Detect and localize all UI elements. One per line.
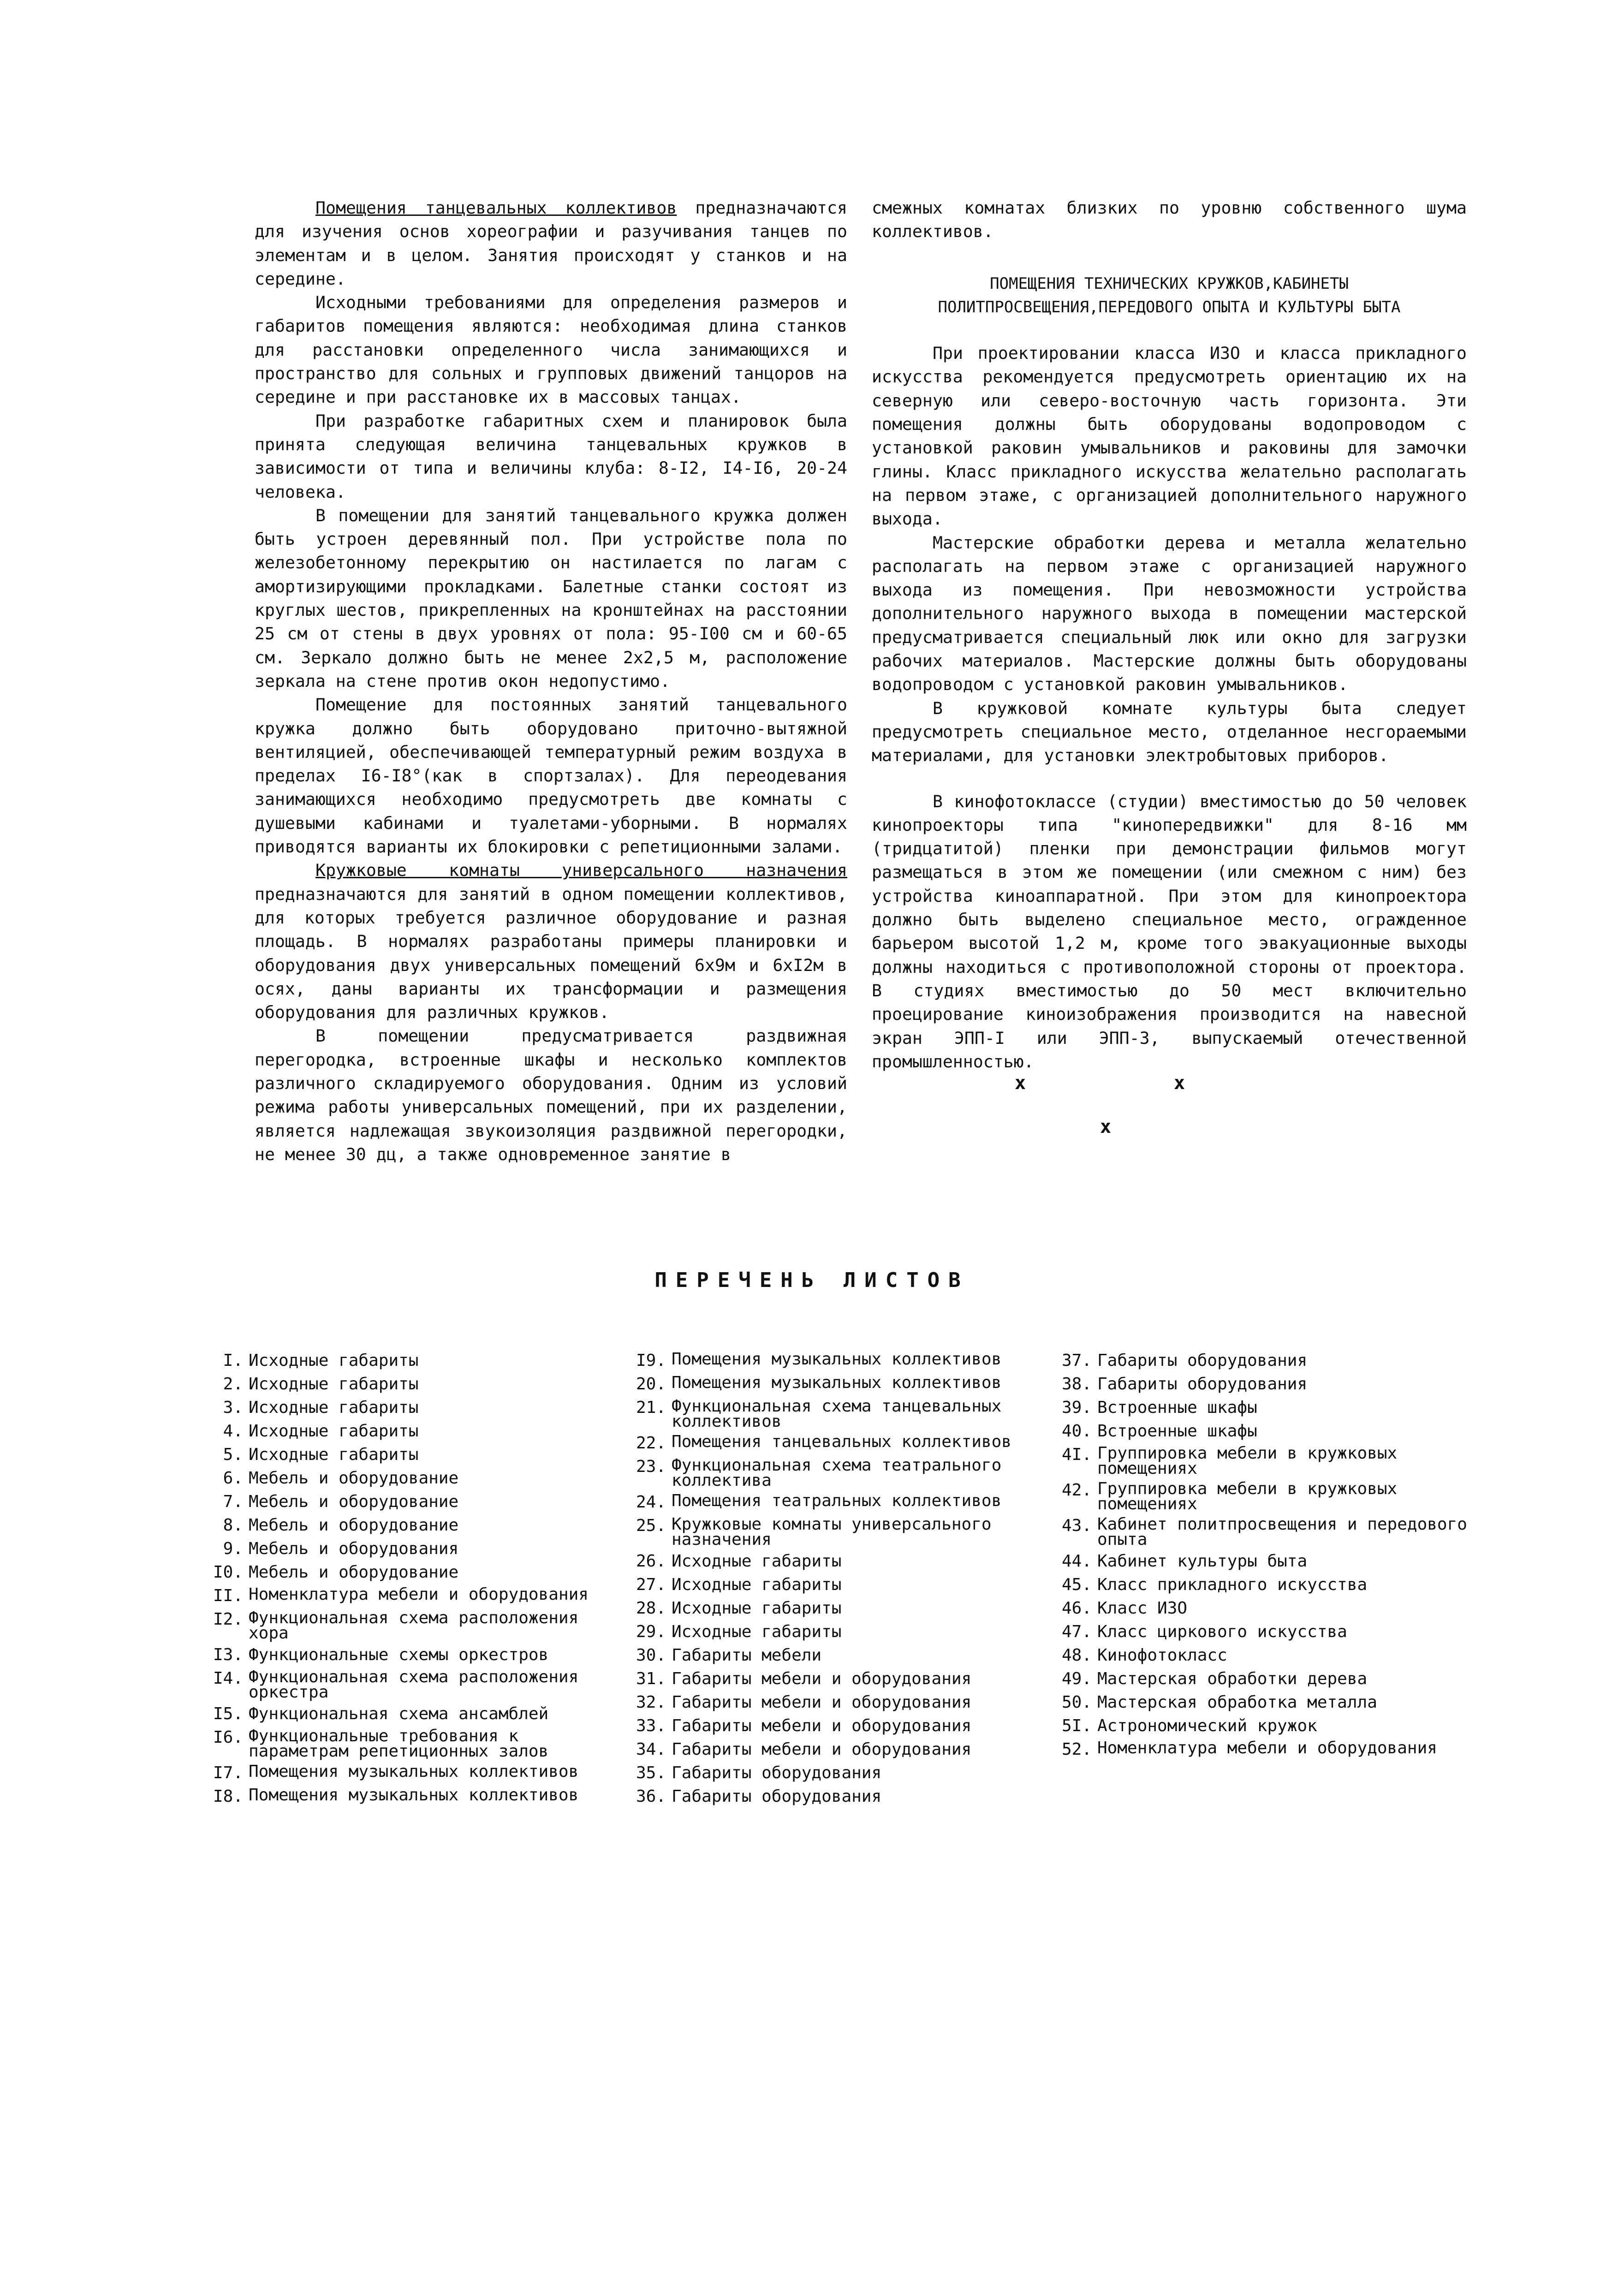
- toc-item-title: Исходные габариты: [249, 1351, 419, 1370]
- toc-item-title: Функциональная схема расположения хора: [249, 1608, 579, 1643]
- toc-item: [628, 1552, 1034, 1571]
- toc-item-number: 48.: [1061, 1646, 1092, 1665]
- toc-item: [628, 1375, 1034, 1394]
- toc-item-number: 50.: [1061, 1693, 1092, 1712]
- paragraph-universal-rooms: Кружковые комнаты универсального назначения предназначаются для занятий в одном помещении коллективов, для которых требуется различное оборудование и разная площадь. В нормалях разработаны примеры планировки и оборудования двух универсальных помещений 6х9м и 6хI2м в осях, даны варианты их трансформации и размещения оборудования для различных кружков.: [255, 860, 847, 1023]
- paragraph: В кружковой комнате культуры быта следует предусмотреть специальное место, отделанное несгораемыми материалами, для установки электробытовых приборов.: [872, 698, 1467, 766]
- toc-item-number: I7.: [213, 1763, 243, 1782]
- toc-item-title: Мебель и оборудование: [249, 1492, 459, 1511]
- toc-item-number: II.: [213, 1586, 243, 1605]
- toc-item-title: Исходные габариты: [249, 1375, 419, 1394]
- toc-item-number: 46.: [1061, 1599, 1092, 1618]
- toc-item-number: 43.: [1061, 1516, 1092, 1535]
- toc-item-title: Класс прикладного искусства: [1097, 1575, 1368, 1594]
- toc-item-number: 47.: [1061, 1622, 1092, 1641]
- toc-item-title: Габариты мебели и оборудования: [672, 1716, 972, 1735]
- toc-item: [628, 1670, 1034, 1688]
- toc-item: [628, 1458, 1034, 1488]
- toc-item-number: 37.: [1061, 1351, 1092, 1370]
- toc-item: [1054, 1352, 1478, 1370]
- toc-item-number: 39.: [1061, 1398, 1092, 1417]
- toc-item-title: Функциональные схемы оркестров: [249, 1645, 549, 1664]
- toc-item: [205, 1705, 620, 1723]
- toc-item-title: Встроенные шкафы: [1097, 1398, 1257, 1417]
- toc-item-number: 42.: [1061, 1481, 1092, 1500]
- toc-item-title: Группировка мебели в кружковых помещениях: [1097, 1444, 1398, 1478]
- toc-item-title: Исходные габариты: [249, 1445, 419, 1464]
- toc-item-title: Габариты оборудования: [1097, 1375, 1308, 1394]
- toc-item: [628, 1717, 1034, 1735]
- toc-item-number: 9.: [223, 1539, 243, 1558]
- toc-item-number: 6.: [223, 1469, 243, 1488]
- left-text-column: [255, 196, 847, 1166]
- toc-item-number: 4.: [223, 1422, 243, 1441]
- toc-item-title: Габариты мебели и оборудования: [672, 1669, 972, 1688]
- toc-item-title: Мебель и оборудования: [249, 1539, 459, 1558]
- toc-item-number: 2.: [223, 1375, 243, 1394]
- toc-item-number: 22.: [636, 1434, 666, 1453]
- toc-item-number: 32.: [636, 1693, 666, 1712]
- toc-item-number: 28.: [636, 1599, 666, 1618]
- toc-item-number: 5.: [223, 1445, 243, 1464]
- underlined-term: Кружковые комнаты универсального назначения: [315, 860, 847, 881]
- toc-item: [205, 1610, 620, 1641]
- toc-item-number: 25.: [636, 1516, 666, 1535]
- underlined-term: Помещения танцевальных коллективов: [315, 198, 677, 218]
- toc-item: [1054, 1552, 1478, 1571]
- toc-item: [1054, 1399, 1478, 1417]
- toc-item-title: Габариты оборудования: [1097, 1351, 1308, 1370]
- toc-item: [205, 1469, 620, 1488]
- toc-item: [1054, 1517, 1478, 1547]
- toc-item: [205, 1764, 620, 1782]
- toc-item-title: Исходные габариты: [672, 1575, 842, 1594]
- toc-item: [628, 1576, 1034, 1594]
- toc-item-title: Мастерская обработка металла: [1097, 1693, 1377, 1712]
- paragraph: В помещении для занятий танцевального кружка должен быть устроен деревянный пол. При устройстве пола по железобетонному перекрытию он настилается по лагам с амортизирующими прокладками. Балетные станки состоят из круглых шестов, прикрепленных на кронштейнах на расстоянии 25 см от стены в двух уровнях от пола: 95-I00 см и 60-65 см. Зеркало должно быть не менее 2х2,5 м, расположение зеркала на стене против окон недопустимо.: [255, 505, 847, 691]
- list-title: ПЕРЕЧЕНЬ ЛИСТОВ: [654, 1269, 970, 1292]
- toc-item: [628, 1599, 1034, 1618]
- toc-item-title: Помещения музыкальных коллективов: [672, 1373, 1002, 1392]
- paragraph: Мастерские обработки дерева и металла желательно располагать на первом этаже с организацией наружного выхода из помещения. При невозможности устройства дополнительного наружного выхода в помещении мастерской предусматривается специальный люк или окно для загрузки рабочих материалов. Мастерские должны быть оборудованы водопроводом с установкой раковин умывальников.: [872, 532, 1467, 695]
- toc-item: [628, 1740, 1034, 1759]
- toc-item: [628, 1434, 1034, 1453]
- toc-item-title: Мебель и оборудование: [249, 1516, 459, 1535]
- toc-item: [1054, 1481, 1478, 1512]
- paragraph: В кинофотоклассе (студии) вместимостью до 50 человек кинопроекторы типа "кинопередвижки" для 8-16 мм (тридцатитой) пленки при демонстрации фильмов могут размещаться в этом же помещении (или смежном с ним) без устройства киноаппаратной. При этом для кинопроектора должно быть выделено специальное место, огражденное барьером высотой 1,2 м, кроме того эвакуационные выходы должны находиться с противоположной стороны от проектора. В студиях вместимостью до 50 мест включительно проецирование киноизображения производится на навесной экран ЭПП-I или ЭПП-3, выпускаемый отечественной промышленностью.: [872, 791, 1467, 1072]
- toc-item: [1054, 1446, 1478, 1476]
- toc-item-title: Помещения музыкальных коллективов: [672, 1350, 1002, 1369]
- toc-column-3: [1054, 1352, 1478, 1764]
- toc-item-number: I8.: [213, 1787, 243, 1806]
- toc-item-number: 3.: [223, 1398, 243, 1417]
- toc-item: [628, 1693, 1034, 1712]
- toc-item: [1054, 1717, 1478, 1735]
- toc-item-title: Мастерская обработки дерева: [1097, 1669, 1368, 1688]
- toc-item: [205, 1540, 620, 1558]
- toc-item: [205, 1646, 620, 1664]
- toc-item: [205, 1446, 620, 1464]
- toc-item: [205, 1728, 620, 1759]
- toc-item-title: Мебель и оборудование: [249, 1469, 459, 1488]
- toc-item: [1054, 1599, 1478, 1618]
- toc-item-title: Астрономический кружок: [1097, 1716, 1317, 1735]
- paragraph: Исходными требованиями для определения размеров и габаритов помещения являются: необходимая длина станков для расстановки определенного числа занимающихся и пространство для сольных и групповых движений танцоров на середине и при расстановке их в массовых танцах.: [255, 292, 847, 407]
- toc-item-title: Функциональная схема расположения оркестра: [249, 1668, 579, 1702]
- toc-item: [1054, 1646, 1478, 1665]
- toc-item-title: Номенклатура мебели и оборудования: [249, 1585, 589, 1604]
- toc-item: [205, 1516, 620, 1535]
- toc-item: [205, 1587, 620, 1605]
- toc-item-number: 20.: [636, 1375, 666, 1394]
- toc-item-number: 33.: [636, 1716, 666, 1735]
- toc-item: [1054, 1693, 1478, 1712]
- toc-item-number: 8.: [223, 1516, 243, 1535]
- toc-item-number: 31.: [636, 1669, 666, 1688]
- toc-item: [205, 1375, 620, 1394]
- toc-item-number: I9.: [636, 1351, 666, 1370]
- toc-item-title: Габариты мебели и оборудования: [672, 1693, 972, 1712]
- toc-item-title: Класс циркового искусства: [1097, 1622, 1347, 1641]
- separator-mark: x: [1100, 1116, 1112, 1138]
- toc-item-number: 24.: [636, 1493, 666, 1512]
- toc-item-number: 30.: [636, 1646, 666, 1665]
- toc-item: [628, 1623, 1034, 1641]
- toc-item-title: Класс ИЗО: [1097, 1599, 1188, 1618]
- toc-column-2: [628, 1352, 1034, 1811]
- toc-item-title: Кабинет культуры быта: [1097, 1552, 1308, 1571]
- toc-item-number: 35.: [636, 1763, 666, 1782]
- separator-mark: x: [1174, 1072, 1185, 1094]
- toc-item: [628, 1493, 1034, 1512]
- toc-item-title: Группировка мебели в кружковых помещениях: [1097, 1479, 1398, 1513]
- paragraph: При проектировании класса ИЗО и класса прикладного искусства рекомендуется предусмотреть ориентацию их на северную или северо-восточную часть горизонта. Эти помещения должны быть оборудованы водопроводом с установкой раковин умывальников и раковины для замочки глины. Класс прикладного искусства желательно располагать на первом этаже, с организацией дополнительного наружного выхода.: [872, 343, 1467, 529]
- toc-item-title: Функциональные требования к параметрам репетиционных залов: [249, 1727, 549, 1761]
- toc-item-number: 49.: [1061, 1669, 1092, 1688]
- paragraph: При разработке габаритных схем и планировок была принята следующая величина танцевальных кружков в зависимости от типа и величины клуба: 8-I2, I4-I6, 20-24 человека.: [255, 411, 847, 502]
- toc-item-number: 29.: [636, 1622, 666, 1641]
- toc-item-number: 7.: [223, 1492, 243, 1511]
- paragraph-continuation: смежных комнатах близких по уровню собственного шума коллективов.: [872, 198, 1467, 242]
- toc-item-title: Исходные габариты: [249, 1398, 419, 1417]
- toc-item: [205, 1563, 620, 1582]
- toc-item: [1054, 1740, 1478, 1759]
- toc-item-title: Исходные габариты: [249, 1422, 419, 1441]
- toc-item-number: I.: [223, 1351, 243, 1370]
- heading-line: ПОМЕЩЕНИЯ ТЕХНИЧЕСКИХ КРУЖКОВ,КАБИНЕТЫ: [990, 274, 1349, 293]
- toc-item-title: Габариты оборудования: [672, 1787, 882, 1806]
- separator-mark: x: [1015, 1072, 1026, 1094]
- toc-item-number: 44.: [1061, 1552, 1092, 1571]
- toc-item-title: Кабинет политпросвещения и передового опыта: [1097, 1515, 1467, 1549]
- toc-item: [1054, 1375, 1478, 1394]
- toc-item-number: 36.: [636, 1787, 666, 1806]
- toc-item-title: Исходные габариты: [672, 1552, 842, 1571]
- toc-item-number: 34.: [636, 1740, 666, 1759]
- toc-item: [1054, 1623, 1478, 1641]
- toc-item: [205, 1422, 620, 1441]
- toc-item-title: Помещения музыкальных коллективов: [249, 1786, 579, 1805]
- toc-item-title: Кинофотокласс: [1097, 1646, 1227, 1665]
- toc-item-title: Помещения музыкальных коллективов: [249, 1762, 579, 1781]
- right-text-column: [872, 196, 1467, 1073]
- toc-item-title: Мебель и оборудование: [249, 1563, 459, 1582]
- paragraph: Помещение для постоянных занятий танцевального кружка должно быть оборудовано приточно-вытяжной вентиляцией, обеспечивающей температурный режим воздуха в пределах I6-I8°(как в спортзалах). Для переодевания занимающихся необходимо предусмотреть две комнаты с душевыми кабинами и туалетами-уборными. В нормалях приводятся варианты их блокировки с репетиционными залами.: [255, 695, 847, 857]
- paragraph-dance-rooms: Помещения танцевальных коллективов предназначаются для изучения основ хореографии и разучивания танцев по элементам и в целом. Занятия происходят у станков и на середине.: [255, 198, 847, 289]
- toc-item-number: 23.: [636, 1457, 666, 1476]
- toc-item-title: Встроенные шкафы: [1097, 1422, 1257, 1441]
- toc-item: [205, 1787, 620, 1806]
- paragraph: В помещении предусматривается раздвижная перегородка, встроенные шкафы и несколько комплектов различного складируемого оборудования. Одним из условий режима работы универсальных помещений, при их разделении, является надлежащая звукоизоляция раздвижной перегородки, не менее 30 дц, а также одновременное занятие в: [255, 1026, 847, 1164]
- toc-item-number: 27.: [636, 1575, 666, 1594]
- toc-item-number: I2.: [213, 1610, 243, 1629]
- heading-line: ПОЛИТПРОСВЕЩЕНИЯ,ПЕРЕДОВОГО ОПЫТА И КУЛЬТУРЫ БЫТА: [938, 298, 1401, 316]
- toc-item: [628, 1646, 1034, 1665]
- toc-item: [205, 1493, 620, 1511]
- toc-item-number: I4.: [213, 1669, 243, 1688]
- toc-item-number: 26.: [636, 1552, 666, 1571]
- toc-column-1: [205, 1352, 620, 1811]
- toc-item-title: Номенклатура мебели и оборудования: [1097, 1739, 1437, 1757]
- toc-item-title: Функциональная схема ансамблей: [249, 1704, 549, 1723]
- toc-item: [205, 1399, 620, 1417]
- toc-item-title: Исходные габариты: [672, 1622, 842, 1641]
- toc-item-number: 5I.: [1061, 1716, 1092, 1735]
- toc-item-number: 4I.: [1061, 1445, 1092, 1464]
- toc-item: [628, 1764, 1034, 1782]
- toc-item-number: 45.: [1061, 1575, 1092, 1594]
- toc-item-number: I5.: [213, 1704, 243, 1723]
- toc-item-title: Исходные габариты: [672, 1599, 842, 1618]
- toc-item-number: 52.: [1061, 1740, 1092, 1759]
- toc-item-title: Кружковые комнаты универсального назначения: [672, 1515, 992, 1549]
- toc-item-number: 38.: [1061, 1375, 1092, 1394]
- toc-item-title: Помещения танцевальных коллективов: [672, 1432, 1011, 1451]
- toc-item: [628, 1517, 1034, 1547]
- toc-item-title: Функциональная схема танцевальных коллективов: [672, 1397, 1002, 1431]
- toc-item: [628, 1787, 1034, 1806]
- toc-item: [1054, 1422, 1478, 1441]
- toc-item-number: 21.: [636, 1398, 666, 1417]
- toc-item-title: Функциональная схема театрального коллектива: [672, 1456, 1002, 1490]
- toc-item-title: Помещения театральных коллективов: [672, 1491, 1002, 1510]
- toc-item-number: 40.: [1061, 1422, 1092, 1441]
- toc-item: [1054, 1576, 1478, 1594]
- toc-item: [628, 1352, 1034, 1370]
- toc-item: [205, 1352, 620, 1370]
- section-heading: [872, 272, 1467, 320]
- toc-item: [205, 1669, 620, 1700]
- toc-item: [628, 1399, 1034, 1429]
- toc-item-title: Габариты мебели: [672, 1646, 822, 1665]
- toc-item-number: I6.: [213, 1728, 243, 1747]
- toc-item-number: I0.: [213, 1563, 243, 1582]
- toc-item: [1054, 1670, 1478, 1688]
- toc-item-number: I3.: [213, 1645, 243, 1664]
- toc-item-title: Габариты оборудования: [672, 1763, 882, 1782]
- toc-item-title: Габариты мебели и оборудования: [672, 1740, 972, 1759]
